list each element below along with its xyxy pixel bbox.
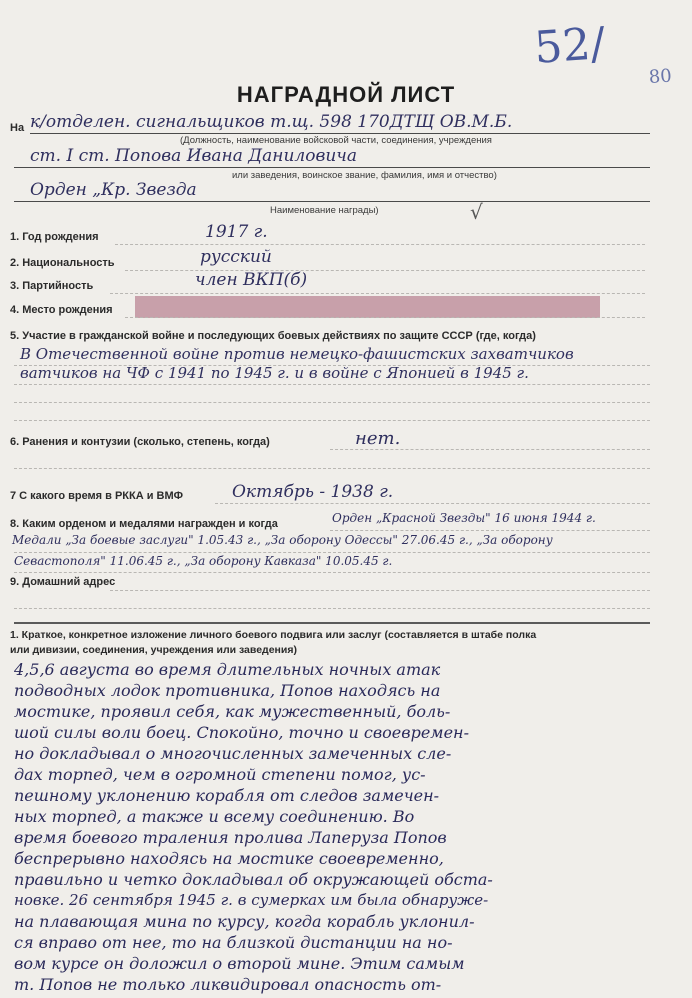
- na-label: На: [10, 122, 25, 134]
- party-label: 3. Партийность: [10, 280, 94, 292]
- combat-participation-line-1: В Отечественной войне против немецко-фашистских захватчиков: [20, 345, 574, 363]
- home-address-label: 9. Домашний адрес: [10, 576, 116, 588]
- birthplace-line: [125, 317, 645, 318]
- narrative-line: 4,5,6 августа во время длительных ночных атак: [14, 660, 441, 679]
- section-separator: [14, 622, 650, 624]
- combat-participation-underline-4: [14, 420, 650, 421]
- previous-awards-line-3: Севастополя" 11.06.45 г., „За оборону Кавказа" 10.05.45 г.: [14, 554, 393, 568]
- wounds-underline-1: [330, 449, 650, 450]
- name-text: ст. I ст. Попова Ивана Даниловича: [30, 146, 358, 166]
- narrative-line: вом курсе он доложил о второй мине. Этим самым: [14, 954, 465, 973]
- nationality-label: 2. Национальность: [10, 257, 115, 269]
- previous-awards-underline-2: [14, 552, 650, 553]
- narrative-line: новке. 26 сентября 1945 г. в сумерках им была обнаруже-: [14, 891, 489, 909]
- service-start-label: 7 С какого время в РККА и ВМФ: [10, 490, 184, 502]
- narrative-line: беспрерывно находясь на мостике своевременно,: [14, 849, 444, 868]
- name-underline: [14, 167, 650, 168]
- narrative-line: дах торпед, чем в огромной степени помог, ус-: [14, 765, 426, 784]
- merit-section-label-1: 1. Краткое, конкретное изложение личного боевого подвига или заслуг (составляется в штабе полка: [10, 629, 537, 641]
- nationality-value: русский: [200, 247, 272, 267]
- award-text: Орден „Кр. Звезда: [30, 180, 197, 200]
- narrative-line: время боевого траления пролива Лаперуза Попов: [14, 828, 447, 847]
- narrative-line: ных торпед, а также и всему соединению. Во: [14, 807, 415, 826]
- combat-participation-underline-2: [14, 384, 650, 385]
- birth-year-line: [115, 244, 645, 245]
- unit-text: к/отделен. сигнальщиков т.щ. 598 170ДТЩ ОВ.М.Б.: [30, 112, 513, 132]
- narrative-line: правильно и четко докладывал об окружающей обста-: [14, 870, 493, 889]
- document-number: [533, 13, 678, 93]
- document-number-sub: 80: [648, 65, 673, 88]
- merit-section-label-2: или дивизии, соединения, учреждения или заведения): [10, 644, 297, 656]
- wounds-underline-2: [14, 468, 650, 469]
- home-address-underline-1: [110, 590, 650, 591]
- service-start-value: Октябрь - 1938 г.: [232, 482, 394, 502]
- previous-awards-line-2: Медали „За боевые заслуги" 1.05.43 г., „За оборону Одессы" 27.06.45 г., „За оборону: [12, 533, 553, 547]
- narrative-line: шой силы воли боец. Спокойно, точно и своевремен-: [14, 723, 469, 742]
- previous-awards-label: 8. Каким орденом и медалями награжден и когда: [10, 518, 278, 530]
- name-caption: или заведения, воинское звание, фамилия, имя и отчество): [232, 170, 497, 181]
- combat-participation-line-2: ватчиков на ЧФ с 1941 по 1945 г. и в войне с Японией в 1945 г.: [20, 364, 529, 382]
- birthplace-redaction: [135, 296, 600, 318]
- previous-awards-underline-1: [330, 530, 650, 531]
- home-address-underline-2: [14, 608, 650, 609]
- party-line: [110, 293, 645, 294]
- narrative-line: пешному уклонению корабля от следов замечен-: [14, 786, 440, 805]
- previous-awards-underline-3: [14, 572, 650, 573]
- unit-underline: [30, 133, 650, 134]
- service-start-underline: [215, 503, 650, 504]
- previous-awards-line-1: Орден „Красной Звезды" 16 июня 1944 г.: [332, 511, 596, 525]
- combat-participation-label: 5. Участие в гражданской войне и последующих боевых действиях по защите СССР (где, когда): [10, 330, 536, 342]
- birth-year-value: 1917 г.: [205, 222, 268, 242]
- combat-participation-underline-3: [14, 402, 650, 403]
- narrative-line: мостике, проявил себя, как мужественный, боль-: [14, 702, 451, 721]
- birthplace-label: 4. Место рождения: [10, 304, 113, 316]
- wounds-label: 6. Ранения и контузии (сколько, степень, когда): [10, 436, 270, 448]
- award-caption: Наименование награды): [270, 205, 379, 216]
- narrative-line: но докладывал о многочисленных замеченных сле-: [14, 744, 452, 763]
- unit-caption: (Должность, наименование войсковой части, соединения, учреждения: [180, 135, 492, 146]
- narrative-line: т. Попов не только ликвидировал опасность от-: [14, 975, 442, 994]
- document-number-main: 52/: [532, 18, 607, 74]
- check-mark: √: [470, 200, 483, 224]
- wounds-value: нет.: [355, 428, 401, 449]
- narrative-line: ся вправо от нее, то на близкой дистанции на но-: [14, 933, 453, 952]
- narrative-line: на плавающая мина по курсу, когда корабль уклонил-: [14, 912, 475, 931]
- party-value: член ВКП(б): [195, 270, 308, 290]
- award-underline: [14, 201, 650, 202]
- birth-year-label: 1. Год рождения: [10, 231, 99, 243]
- document-title: НАГРАДНОЙ ЛИСТ: [236, 82, 456, 107]
- narrative-line: подводных лодок противника, Попов находясь на: [14, 681, 441, 700]
